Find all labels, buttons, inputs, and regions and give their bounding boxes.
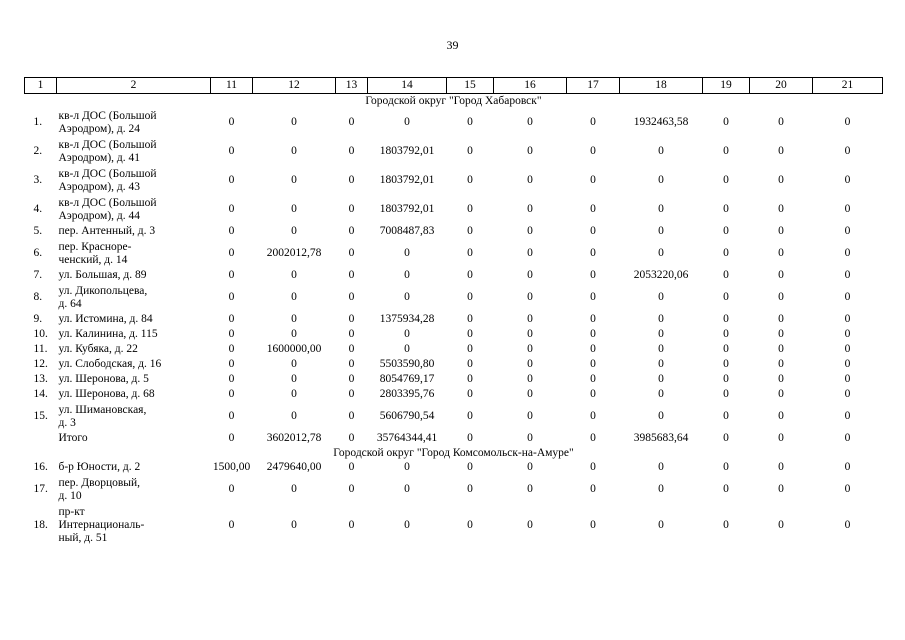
value-cell: 0 xyxy=(291,269,297,281)
column-header: 1 xyxy=(25,78,57,94)
value-cell: 0 xyxy=(658,373,664,385)
value-cell: 0 xyxy=(404,328,410,340)
value-cell: 0 xyxy=(658,388,664,400)
value-cell: 0 xyxy=(527,145,533,157)
value-cell: 0 xyxy=(778,328,784,340)
total-value-cell: 0 xyxy=(590,432,596,444)
row-number: 12. xyxy=(33,358,48,370)
table-row xyxy=(25,387,883,402)
value-cell: 0 xyxy=(723,518,729,531)
row-number: 5. xyxy=(33,225,43,237)
value-cell: 0 xyxy=(467,518,473,531)
value-cell: 0 xyxy=(291,328,297,340)
value-cell: 0 xyxy=(844,518,851,531)
total-value-cell: 0 xyxy=(527,432,533,444)
register-table xyxy=(24,77,883,546)
table-row xyxy=(25,402,883,431)
value-cell: 0 xyxy=(348,461,355,473)
row-number xyxy=(25,431,57,446)
value-cell: 0 xyxy=(658,174,664,186)
value-cell: 0 xyxy=(467,247,473,259)
value-cell: 1932463,58 xyxy=(633,116,689,128)
value-cell: 0 xyxy=(723,410,729,422)
value-cell: 0 xyxy=(658,145,664,157)
row-number: 7. xyxy=(33,269,43,281)
column-header: 20 xyxy=(750,78,813,94)
value-cell: 0 xyxy=(590,483,596,495)
row-number: 4. xyxy=(33,203,43,215)
value-cell: 0 xyxy=(348,269,355,281)
value-cell: 0 xyxy=(844,116,851,128)
value-cell: 0 xyxy=(723,225,729,237)
value-cell: 0 xyxy=(778,313,784,325)
value-cell: 0 xyxy=(723,247,729,259)
value-cell: 0 xyxy=(348,116,355,128)
value-cell: 0 xyxy=(527,203,533,215)
value-cell: 0 xyxy=(590,410,596,422)
column-header: 16 xyxy=(494,78,567,94)
value-cell: 1600000,00 xyxy=(266,343,322,355)
row-address: пр-кт Интернациональ- ный, д. 51 xyxy=(58,505,145,544)
value-cell: 0 xyxy=(348,518,355,531)
value-cell: 0 xyxy=(590,203,596,215)
total-value-cell: 0 xyxy=(467,432,473,444)
table-row xyxy=(25,460,883,475)
value-cell: 0 xyxy=(527,174,533,186)
value-cell: 1375934,28 xyxy=(379,313,435,325)
value-cell: 0 xyxy=(228,410,235,422)
page-number: 39 xyxy=(446,38,459,52)
section-header-row xyxy=(25,446,883,460)
value-cell: 0 xyxy=(348,343,355,355)
value-cell: 0 xyxy=(723,291,729,303)
value-cell: 0 xyxy=(527,269,533,281)
value-cell: 0 xyxy=(467,483,473,495)
value-cell: 0 xyxy=(467,461,473,473)
table-row xyxy=(25,327,883,342)
column-header: 19 xyxy=(703,78,750,94)
value-cell: 0 xyxy=(404,343,410,355)
value-cell: 0 xyxy=(658,291,664,303)
value-cell: 0 xyxy=(527,483,533,495)
value-cell: 1803792,01 xyxy=(379,174,435,186)
value-cell: 0 xyxy=(348,291,355,303)
value-cell: 0 xyxy=(778,358,784,370)
value-cell: 0 xyxy=(228,483,235,495)
value-cell: 0 xyxy=(590,174,596,186)
total-value-cell: 0 xyxy=(723,432,729,444)
value-cell: 0 xyxy=(658,328,664,340)
value-cell: 0 xyxy=(844,373,851,385)
value-cell: 0 xyxy=(778,343,784,355)
value-cell: 0 xyxy=(723,343,729,355)
row-number: 6. xyxy=(33,247,43,259)
value-cell: 0 xyxy=(723,388,729,400)
value-cell: 0 xyxy=(844,343,851,355)
value-cell: 0 xyxy=(291,313,297,325)
column-number-row xyxy=(25,78,883,94)
value-cell: 0 xyxy=(778,203,784,215)
value-cell: 0 xyxy=(527,388,533,400)
value-cell: 0 xyxy=(228,174,235,186)
total-value-cell: 0 xyxy=(778,432,784,444)
column-header: 21 xyxy=(813,78,883,94)
value-cell: 0 xyxy=(291,388,297,400)
value-cell: 0 xyxy=(467,358,473,370)
value-cell: 0 xyxy=(844,269,851,281)
value-cell: 0 xyxy=(844,225,851,237)
row-number: 8. xyxy=(33,291,43,303)
value-cell: 0 xyxy=(228,203,235,215)
section-title: Городской округ "Город Хабаровск" xyxy=(365,94,542,107)
column-header: 11 xyxy=(211,78,253,94)
table-row xyxy=(25,108,883,137)
value-cell: 0 xyxy=(467,343,473,355)
value-cell: 0 xyxy=(778,116,784,128)
value-cell: 0 xyxy=(527,225,533,237)
value-cell: 0 xyxy=(467,203,473,215)
column-header: 12 xyxy=(253,78,336,94)
value-cell: 0 xyxy=(348,358,355,370)
value-cell: 0 xyxy=(658,225,664,237)
value-cell: 0 xyxy=(658,313,664,325)
value-cell: 0 xyxy=(658,518,664,531)
value-cell: 0 xyxy=(348,328,355,340)
value-cell: 0 xyxy=(228,343,235,355)
value-cell: 0 xyxy=(590,373,596,385)
value-cell: 0 xyxy=(404,116,410,128)
value-cell: 0 xyxy=(527,518,533,531)
value-cell: 0 xyxy=(778,269,784,281)
value-cell: 0 xyxy=(778,291,784,303)
value-cell: 0 xyxy=(291,483,297,495)
row-address: кв-л ДОС (Большой Аэродром), д. 24 xyxy=(58,109,157,135)
value-cell: 0 xyxy=(723,373,729,385)
value-cell: 0 xyxy=(467,269,473,281)
value-cell: 0 xyxy=(527,313,533,325)
value-cell: 0 xyxy=(844,174,851,186)
value-cell: 0 xyxy=(467,373,473,385)
value-cell: 0 xyxy=(291,291,297,303)
value-cell: 0 xyxy=(844,483,851,495)
value-cell: 0 xyxy=(467,225,473,237)
value-cell: 0 xyxy=(844,247,851,259)
value-cell: 0 xyxy=(778,373,784,385)
row-address: ул. Шеронова, д. 68 xyxy=(58,388,155,400)
row-number: 10. xyxy=(33,328,48,340)
value-cell: 2803395,76 xyxy=(379,388,435,400)
row-number: 1. xyxy=(33,116,43,128)
row-address: пер. Дворцовый, д. 10 xyxy=(58,476,141,502)
value-cell: 0 xyxy=(228,313,235,325)
column-header: 2 xyxy=(57,78,211,94)
table-row xyxy=(25,268,883,283)
row-number: 3. xyxy=(33,174,43,186)
value-cell: 0 xyxy=(291,145,297,157)
row-address: кв-л ДОС (Большой Аэродром), д. 41 xyxy=(58,138,157,164)
value-cell: 1803792,01 xyxy=(379,145,435,157)
value-cell: 0 xyxy=(590,518,596,531)
value-cell: 0 xyxy=(723,483,729,495)
value-cell: 0 xyxy=(228,247,235,259)
value-cell: 0 xyxy=(527,328,533,340)
value-cell: 0 xyxy=(228,518,235,531)
row-number: 9. xyxy=(33,313,43,325)
value-cell: 0 xyxy=(348,313,355,325)
value-cell: 0 xyxy=(658,203,664,215)
total-row xyxy=(25,431,883,446)
value-cell: 2002012,78 xyxy=(266,247,322,259)
value-cell: 0 xyxy=(404,483,410,495)
value-cell: 0 xyxy=(348,373,355,385)
row-number: 13. xyxy=(33,373,48,385)
value-cell: 0 xyxy=(778,518,784,531)
value-cell: 0 xyxy=(778,145,784,157)
table-row xyxy=(25,342,883,357)
value-cell: 0 xyxy=(590,247,596,259)
total-value-cell: 35764344,41 xyxy=(376,432,438,444)
row-address: ул. Шеронова, д. 5 xyxy=(58,373,149,385)
value-cell: 0 xyxy=(778,461,784,473)
value-cell: 0 xyxy=(590,145,596,157)
table-row xyxy=(25,166,883,195)
value-cell: 0 xyxy=(590,328,596,340)
table-row xyxy=(25,372,883,387)
value-cell: 0 xyxy=(467,291,473,303)
value-cell: 0 xyxy=(291,518,297,531)
value-cell: 0 xyxy=(404,518,410,531)
value-cell: 0 xyxy=(291,116,297,128)
value-cell: 0 xyxy=(844,358,851,370)
value-cell: 0 xyxy=(348,145,355,157)
column-header: 18 xyxy=(620,78,703,94)
value-cell: 0 xyxy=(778,388,784,400)
value-cell: 0 xyxy=(590,313,596,325)
value-cell: 0 xyxy=(590,388,596,400)
value-cell: 0 xyxy=(527,410,533,422)
table-row xyxy=(25,195,883,224)
row-address: ул. Кубяка, д. 22 xyxy=(58,343,138,355)
value-cell: 0 xyxy=(291,373,297,385)
value-cell: 0 xyxy=(723,203,729,215)
value-cell: 0 xyxy=(291,174,297,186)
row-number: 16. xyxy=(33,461,48,473)
total-value-cell: 0 xyxy=(844,432,851,444)
value-cell: 0 xyxy=(348,174,355,186)
value-cell: 0 xyxy=(658,461,664,473)
value-cell: 0 xyxy=(590,116,596,128)
row-address: ул. Истомина, д. 84 xyxy=(58,313,153,325)
row-address: кв-л ДОС (Большой Аэродром), д. 43 xyxy=(58,167,157,193)
row-number: 11. xyxy=(33,343,48,355)
row-address: ул. Большая, д. 89 xyxy=(58,269,147,281)
value-cell: 0 xyxy=(348,225,355,237)
value-cell: 0 xyxy=(228,358,235,370)
value-cell: 0 xyxy=(590,225,596,237)
table-row xyxy=(25,137,883,166)
value-cell: 0 xyxy=(404,269,410,281)
value-cell: 0 xyxy=(590,343,596,355)
value-cell: 0 xyxy=(228,328,235,340)
row-address: ул. Дикопольцева, д. 64 xyxy=(58,284,148,310)
value-cell: 0 xyxy=(348,203,355,215)
value-cell: 0 xyxy=(723,116,729,128)
value-cell: 0 xyxy=(658,358,664,370)
value-cell: 0 xyxy=(348,483,355,495)
row-number: 14. xyxy=(33,388,48,400)
value-cell: 0 xyxy=(723,328,729,340)
row-number: 17. xyxy=(33,483,48,495)
value-cell: 0 xyxy=(590,291,596,303)
value-cell: 0 xyxy=(723,145,729,157)
value-cell: 0 xyxy=(348,410,355,422)
value-cell: 0 xyxy=(467,313,473,325)
column-header: 14 xyxy=(368,78,447,94)
value-cell: 0 xyxy=(527,343,533,355)
row-address: б-р Юности, д. 2 xyxy=(58,461,141,473)
value-cell: 2479640,00 xyxy=(266,461,322,473)
row-number: 18. xyxy=(33,518,48,531)
table-row xyxy=(25,312,883,327)
value-cell: 0 xyxy=(228,225,235,237)
value-cell: 0 xyxy=(228,116,235,128)
row-address: ул. Шимановская, д. 3 xyxy=(58,403,147,429)
value-cell: 0 xyxy=(467,410,473,422)
value-cell: 0 xyxy=(291,358,297,370)
value-cell: 0 xyxy=(527,291,533,303)
value-cell: 0 xyxy=(723,174,729,186)
table-row xyxy=(25,224,883,239)
value-cell: 0 xyxy=(778,247,784,259)
value-cell: 0 xyxy=(348,388,355,400)
row-number: 15. xyxy=(33,410,48,422)
value-cell: 0 xyxy=(844,328,851,340)
value-cell: 0 xyxy=(844,461,851,473)
value-cell: 0 xyxy=(844,203,851,215)
section-header-row xyxy=(25,94,883,109)
row-address: пер. Антенный, д. 3 xyxy=(58,225,156,237)
value-cell: 0 xyxy=(228,291,235,303)
value-cell: 0 xyxy=(467,145,473,157)
value-cell: 0 xyxy=(658,343,664,355)
value-cell: 0 xyxy=(723,313,729,325)
total-value-cell: 3602012,78 xyxy=(266,432,322,444)
value-cell: 0 xyxy=(228,388,235,400)
value-cell: 0 xyxy=(590,358,596,370)
value-cell: 0 xyxy=(844,313,851,325)
value-cell: 0 xyxy=(291,225,297,237)
value-cell: 0 xyxy=(527,358,533,370)
value-cell: 7008487,83 xyxy=(379,225,435,237)
value-cell: 2053220,06 xyxy=(633,269,689,281)
value-cell: 0 xyxy=(658,247,664,259)
value-cell: 0 xyxy=(723,461,729,473)
row-address: кв-л ДОС (Большой Аэродром), д. 44 xyxy=(58,196,157,222)
value-cell: 0 xyxy=(404,291,410,303)
table-row xyxy=(25,504,883,546)
value-cell: 0 xyxy=(527,116,533,128)
value-cell: 0 xyxy=(228,373,235,385)
table-row xyxy=(25,475,883,504)
total-value-cell: 0 xyxy=(348,432,355,444)
table-body xyxy=(25,94,883,547)
row-number: 2. xyxy=(33,145,43,157)
value-cell: 5503590,80 xyxy=(379,358,435,370)
value-cell: 0 xyxy=(467,116,473,128)
value-cell: 0 xyxy=(778,410,784,422)
value-cell: 0 xyxy=(228,269,235,281)
value-cell: 0 xyxy=(404,247,410,259)
value-cell: 0 xyxy=(467,174,473,186)
value-cell: 0 xyxy=(844,291,851,303)
value-cell: 0 xyxy=(658,483,664,495)
value-cell: 0 xyxy=(291,410,297,422)
table-row xyxy=(25,239,883,268)
value-cell: 0 xyxy=(844,410,851,422)
value-cell: 0 xyxy=(844,145,851,157)
value-cell: 0 xyxy=(467,328,473,340)
column-header: 15 xyxy=(447,78,494,94)
value-cell: 0 xyxy=(590,461,596,473)
row-address: пер. Красноре- ченский, д. 14 xyxy=(58,240,132,266)
value-cell: 0 xyxy=(527,373,533,385)
row-address: ул. Слободская, д. 16 xyxy=(58,358,162,370)
value-cell: 0 xyxy=(658,410,664,422)
value-cell: 0 xyxy=(844,388,851,400)
value-cell: 0 xyxy=(723,358,729,370)
column-header: 17 xyxy=(567,78,620,94)
table-row xyxy=(25,357,883,372)
column-header: 13 xyxy=(336,78,368,94)
value-cell: 0 xyxy=(404,461,410,473)
value-cell: 0 xyxy=(778,174,784,186)
value-cell: 0 xyxy=(723,269,729,281)
table-row xyxy=(25,283,883,312)
row-address: ул. Калинина, д. 115 xyxy=(58,328,158,340)
value-cell: 0 xyxy=(590,269,596,281)
value-cell: 0 xyxy=(527,247,533,259)
value-cell: 5606790,54 xyxy=(379,410,435,422)
value-cell: 0 xyxy=(527,461,533,473)
value-cell: 0 xyxy=(348,247,355,259)
value-cell: 1500,00 xyxy=(212,461,251,473)
value-cell: 0 xyxy=(778,483,784,495)
total-value-cell: 0 xyxy=(228,432,235,444)
value-cell: 0 xyxy=(778,225,784,237)
section-title: Городской округ "Город Комсомольск-на-Амуре" xyxy=(333,446,574,459)
total-value-cell: 3985683,64 xyxy=(633,432,689,444)
total-label: Итого xyxy=(58,432,88,444)
value-cell: 1803792,01 xyxy=(379,203,435,215)
value-cell: 0 xyxy=(291,203,297,215)
value-cell: 0 xyxy=(228,145,235,157)
value-cell: 8054769,17 xyxy=(379,373,435,385)
value-cell: 0 xyxy=(467,388,473,400)
